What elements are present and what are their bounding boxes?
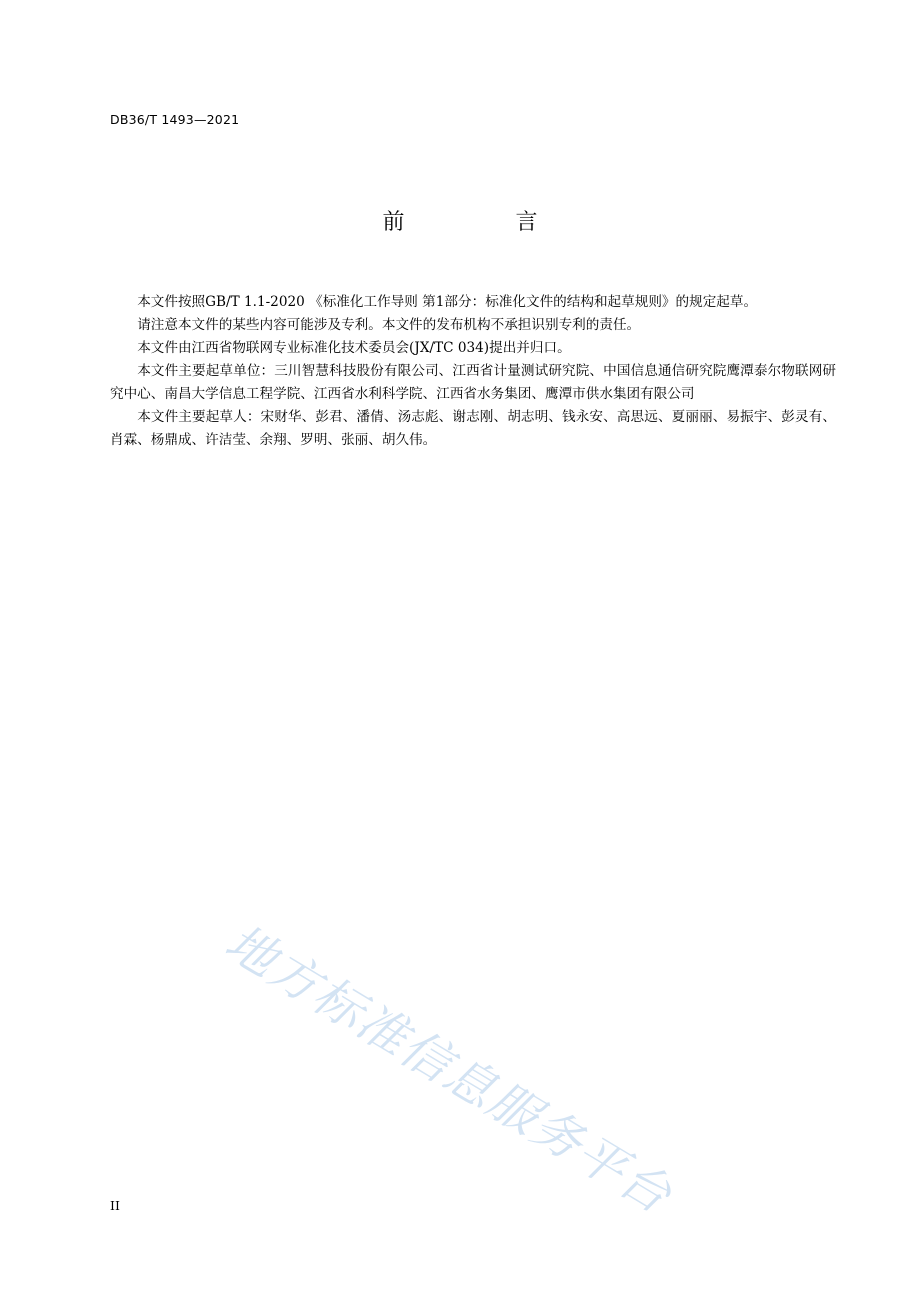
paragraph-proposer: 本文件由江西省物联网专业标准化技术委员会(JX/TC 034)提出并归口。 <box>137 340 571 356</box>
paragraph-drafting-rules: 本文件按照GB/T 1.1-2020 《标准化工作导则 第1部分：标准化文件的结构和起草规则》的规定起草。 <box>137 294 758 310</box>
standard-code: DB36/T 1493—2021 <box>110 112 240 127</box>
watermark: 地方标准信息服务平台 <box>215 913 683 1226</box>
page-title: 前 言 <box>382 210 590 235</box>
page-number: II <box>110 1198 120 1213</box>
paragraph-drafting-units: 本文件主要起草单位：三川智慧科技股份有限公司、江西省计量测试研究院、中国信息通信研究院鹰潭泰尔物联网研究中心、南昌大学信息工程学院、江西省水利科学院、江西省水务集团、鹰潭市供水集团有限公司 <box>110 363 836 402</box>
preface-body <box>110 291 836 452</box>
paragraph-patent-notice: 请注意本文件的某些内容可能涉及专利。本文件的发布机构不承担识别专利的责任。 <box>137 317 641 333</box>
paragraph-drafters: 本文件主要起草人：宋财华、彭君、潘倩、汤志彪、谢志刚、胡志明、钱永安、高思远、夏丽丽、易振宇、彭灵有、肖霖、杨鼎成、许洁莹、余翔、罗明、张丽、胡久伟。 <box>110 409 836 448</box>
